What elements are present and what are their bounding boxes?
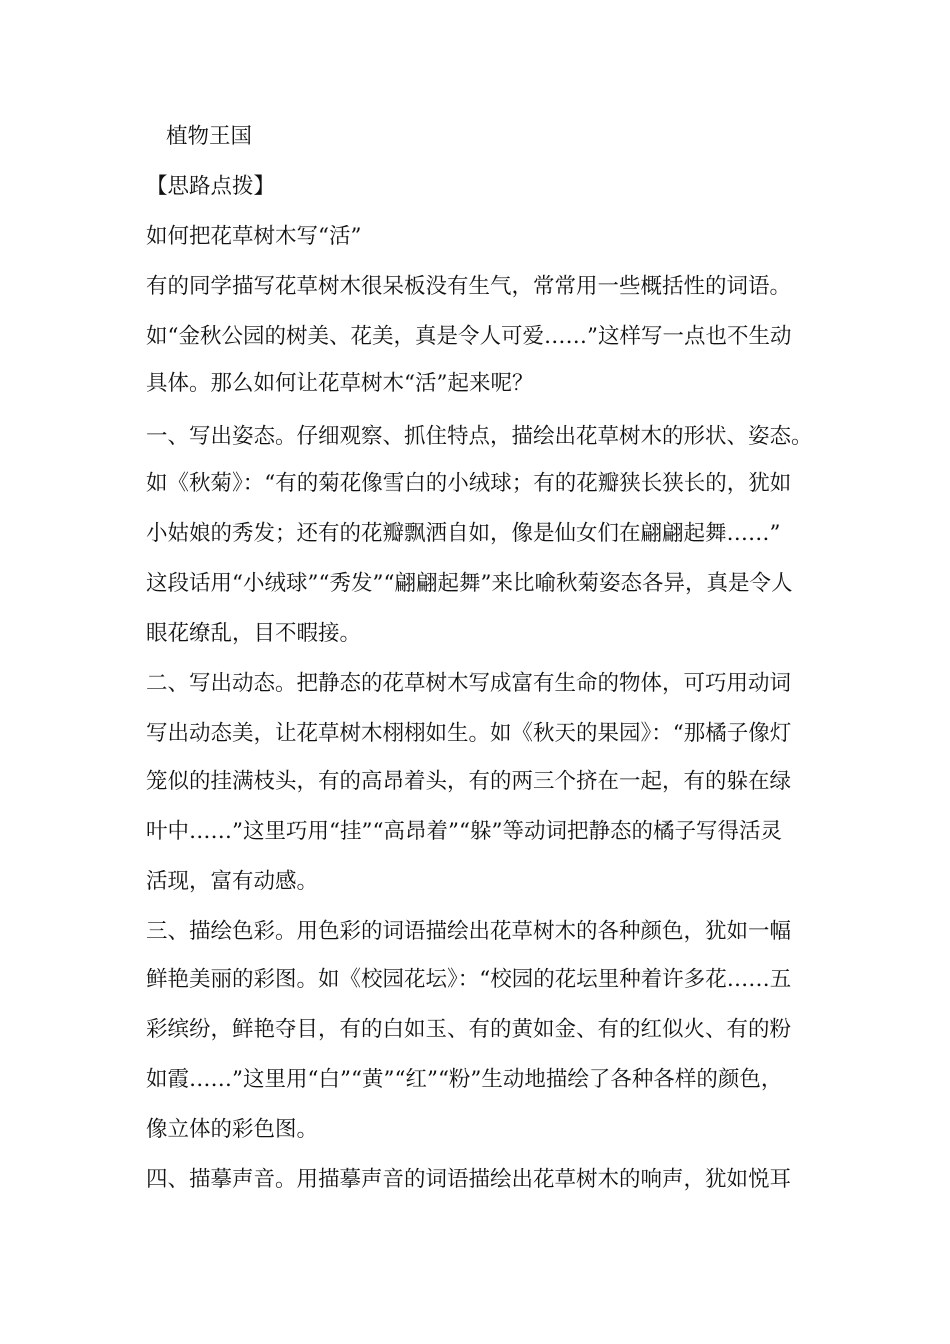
section-heading: 【思路点拨】 (146, 174, 276, 199)
paragraph-line: 彩缤纷，鲜艳夺目，有的白如玉、有的黄如金、有的红似火、有的粉 (146, 1017, 792, 1042)
paragraph-line: 三、描绘色彩。用色彩的词语描绘出花草树木的各种颜色，犹如一幅 (146, 919, 792, 944)
paragraph-line: 活现，富有动感。 (146, 869, 319, 894)
paragraph-line: 一、写出姿态。仔细观察、抓住特点，描绘出花草树木的形状、姿态。 (146, 424, 813, 449)
paragraph-line: 像立体的彩色图。 (146, 1117, 319, 1142)
paragraph-line: 写出动态美，让花草树木栩栩如生。如《秋天的果园》：“那橘子像灯 (146, 721, 792, 746)
paragraph-line: 如“金秋公园的树美、花美，真是令人可爱……”这样写一点也不生动 (146, 324, 792, 349)
paragraph-line: 有的同学描写花草树木很呆板没有生气，常常用一些概括性的词语。 (146, 274, 792, 299)
paragraph-line: 二、写出动态。把静态的花草树木写成富有生命的物体，可巧用动词 (146, 671, 792, 696)
paragraph-line: 如霞……”这里用“白”“黄”“红”“粉”生动地描绘了各种各样的颜色， (146, 1067, 783, 1092)
paragraph-line: 眼花缭乱，目不暇接。 (146, 621, 362, 646)
subheading: 如何把花草树木写“活” (146, 224, 362, 249)
paragraph-line: 如《秋菊》：“有的菊花像雪白的小绒球；有的花瓣狭长狭长的，犹如 (146, 471, 792, 496)
paragraph-line: 笼似的挂满枝头，有的高昂着头，有的两三个挤在一起，有的躲在绿 (146, 769, 792, 794)
paragraph-line: 叶中……”这里巧用“挂”“高昂着”“躲”等动词把静态的橘子写得活灵 (146, 819, 782, 844)
paragraph-line: 这段话用“小绒球”“秀发”“翩翩起舞”来比喻秋菊姿态各异，真是令人 (146, 571, 793, 596)
paragraph-line: 鲜艳美丽的彩图。如《校园花坛》：“校园的花坛里种着许多花……五 (146, 967, 792, 992)
paragraph-line: 四、描摹声音。用描摹声音的词语描绘出花草树木的响声，犹如悦耳 (146, 1167, 792, 1192)
document-title: 植物王国 (166, 124, 253, 149)
paragraph-line: 小姑娘的秀发；还有的花瓣飘洒自如，像是仙女们在翩翩起舞……” (146, 521, 781, 546)
paragraph-line: 具体。那么如何让花草树木“活”起来呢？ (146, 371, 534, 396)
